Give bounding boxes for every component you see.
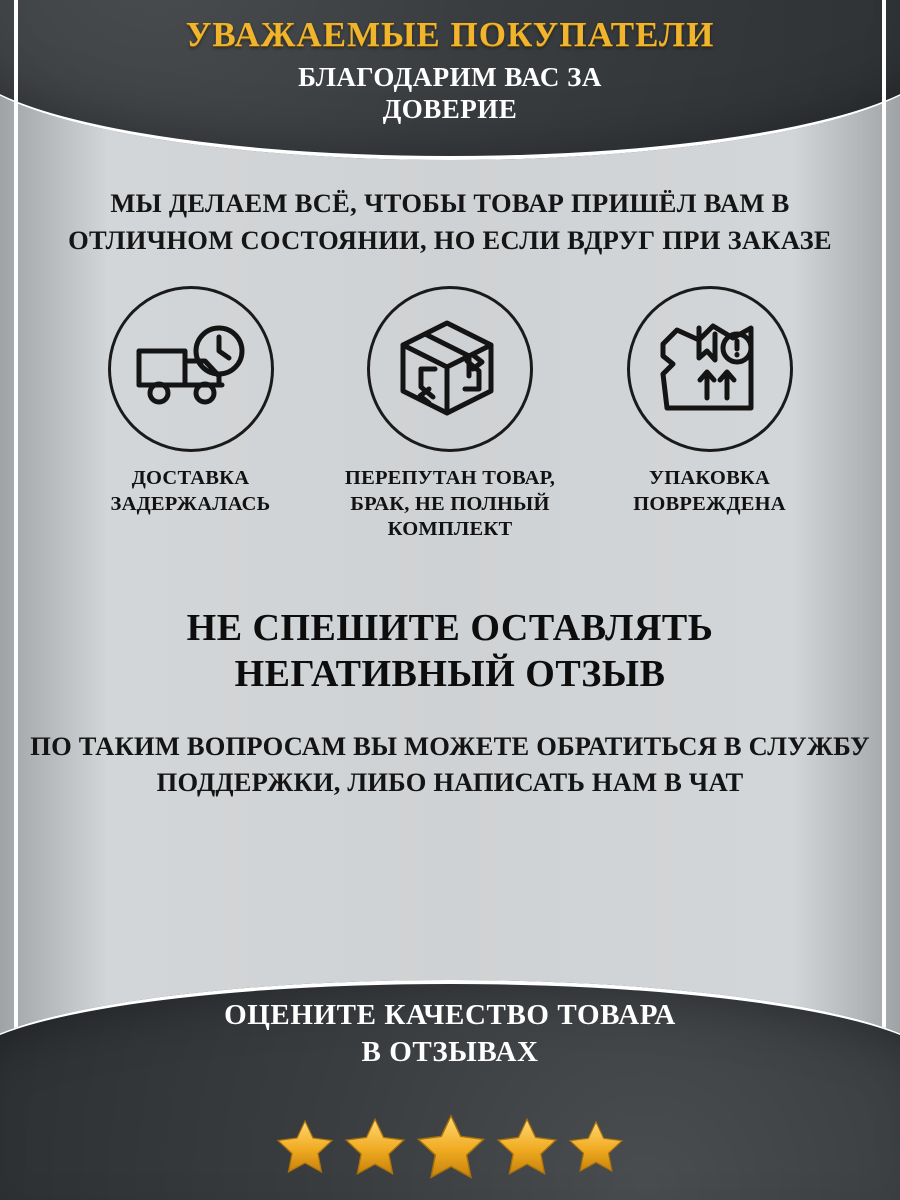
box-exchange-icon (367, 286, 533, 452)
star-icon (568, 1119, 624, 1173)
issue-caption: ДОСТАВКА ЗАДЕРЖАЛАСЬ (110, 467, 271, 515)
rating-stars (0, 1112, 900, 1180)
star-icon (496, 1116, 558, 1176)
issue-caption: УПАКОВКА ПОВРЕЖДЕНА (633, 467, 786, 515)
delivery-truck-clock-icon (108, 286, 274, 452)
issue-item-wrong-item (328, 286, 573, 543)
footer-line2: В ОТЗЫВАХ (361, 1036, 539, 1069)
headline-group (30, 605, 870, 698)
header-text-group (0, 16, 900, 126)
lead-paragraph: МЫ ДЕЛАЕМ ВСЁ, ЧТОБЫ ТОВАР ПРИШЁЛ ВАМ В ОТЛИЧНОМ СОСТОЯНИИ, НО ЕСЛИ ВДРУГ ПРИ ЗАКАЗЕ (68, 188, 832, 255)
footer-line1: ОЦЕНИТЕ КАЧЕСТВО ТОВАРА (224, 998, 676, 1031)
star-icon (416, 1112, 486, 1180)
header-title: УВАЖАЕМЫЕ ПОКУПАТЕЛИ (185, 15, 715, 54)
headline-line1: НЕ СПЕШИТЕ ОСТАВЛЯТЬ (186, 607, 714, 649)
support-instructions: ПО ТАКИМ ВОПРОСАМ ВЫ МОЖЕТЕ ОБРАТИТЬСЯ В СЛУЖБУ ПОДДЕРЖКИ, ЛИБО НАПИСАТЬ НАМ В ЧАТ (30, 730, 870, 798)
issue-item-damaged-package (587, 286, 832, 517)
damaged-package-icon (627, 286, 793, 452)
issue-caption: ПЕРЕПУТАН ТОВАР, БРАК, НЕ ПОЛНЫЙ КОМПЛЕКТ (344, 467, 556, 541)
footer-text-group (0, 997, 900, 1072)
issue-item-delivery-delayed (68, 286, 313, 517)
main-content (30, 185, 870, 801)
headline-line2: НЕГАТИВНЫЙ ОТЗЫВ (234, 653, 666, 696)
issue-icons-row (30, 286, 870, 543)
header-subtitle-line1: БЛАГОДАРИМ ВАС ЗА (298, 61, 602, 92)
star-icon (276, 1118, 334, 1174)
star-icon (344, 1116, 406, 1176)
header-subtitle-line2: ДОВЕРИЕ (382, 94, 518, 125)
